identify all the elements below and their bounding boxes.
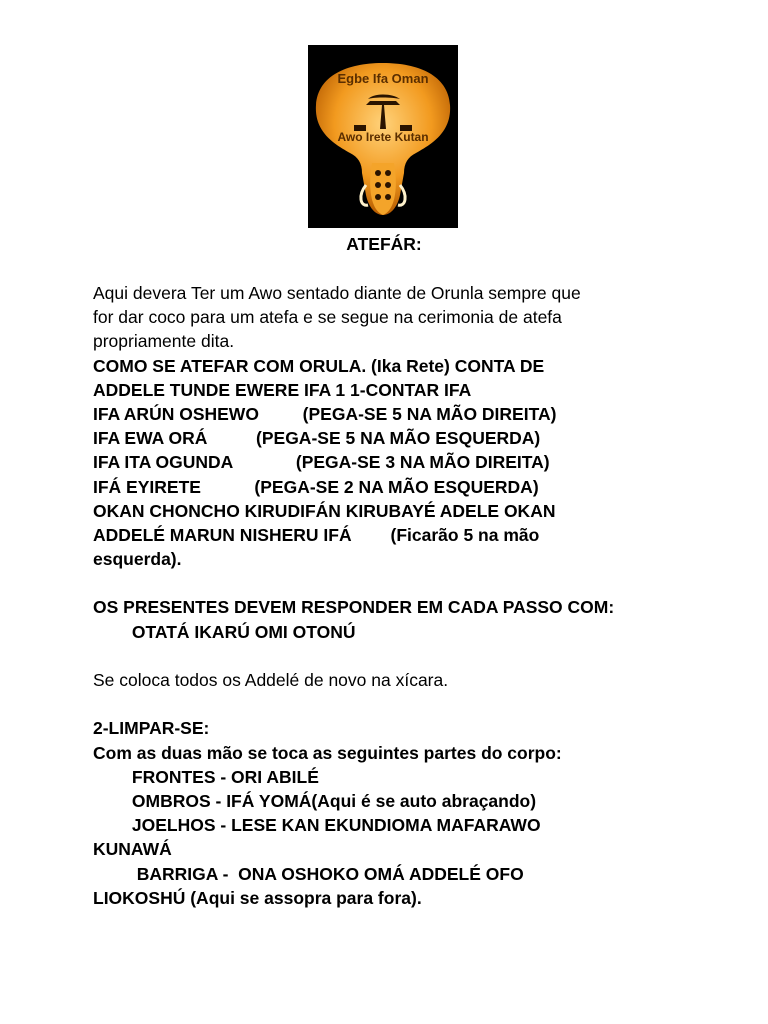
page-title: ATEFÁR: <box>346 234 422 254</box>
blank-line <box>93 644 733 668</box>
document-body <box>93 281 733 910</box>
text-line: IFÁ EYIRETE (PEGA-SE 2 NA MÃO ESQUERDA) <box>93 476 539 497</box>
text-line: COMO SE ATEFAR COM ORULA. (Ika Rete) CONTA DE <box>93 355 545 376</box>
text-line: KUNAWÁ <box>93 839 172 860</box>
logo-image <box>308 45 458 228</box>
text-line: esquerda). <box>93 549 182 570</box>
text-line: OS PRESENTES DEVEM RESPONDER EM CADA PASSO COM: <box>93 597 615 618</box>
text-line: IFA EWA ORÁ (PEGA-SE 5 NA MÃO ESQUERDA) <box>93 428 541 449</box>
text-line: OKAN CHONCHO KIRUDIFÁN KIRUBAYÉ ADELE OKAN <box>93 500 556 521</box>
logo-top-text: Egbe Ifa Oman <box>337 71 429 86</box>
text-line: OMBROS - IFÁ YOMÁ(Aqui é se auto abraçando) <box>93 790 537 811</box>
text-line: JOELHOS - LESE KAN EKUNDIOMA MAFARAWO <box>93 815 541 836</box>
text-line: Com as duas mão se toca as seguintes partes do corpo: <box>93 742 562 763</box>
text-line: OTATÁ IKARÚ OMI OTONÚ <box>93 621 356 642</box>
text-line: Se coloca todos os Addelé de novo na xícara. <box>93 670 449 690</box>
text-line: FRONTES - ORI ABILÉ <box>93 766 319 787</box>
text-line: ADDELE TUNDE EWERE IFA 1 1-CONTAR IFA <box>93 379 472 400</box>
text-line: 2-LIMPAR-SE: <box>93 718 210 739</box>
blank-line <box>93 571 733 595</box>
text-line: IFA ITA OGUNDA (PEGA-SE 3 NA MÃO DIREITA) <box>93 452 550 473</box>
text-line: IFA ARÚN OSHEWO (PEGA-SE 5 NA MÃO DIREITA) <box>93 403 557 424</box>
text-line: Aqui devera Ter um Awo sentado diante de Orunla sempre que <box>93 283 581 303</box>
text-line: for dar coco para um atefa e se segue na cerimonia de atefa <box>93 307 562 328</box>
text-line: LIOKOSHÚ (Aqui se assopra para fora). <box>93 887 422 908</box>
elephant-logo <box>308 45 458 228</box>
logo-bottom-text: Awo Irete Kutan <box>337 130 429 144</box>
blank-line <box>93 692 733 716</box>
text-line: BARRIGA - ONA OSHOKO OMÁ ADDELÉ OFO <box>93 863 524 884</box>
text-line: ADDELÉ MARUN NISHERU IFÁ (Ficarão 5 na mão <box>93 524 540 545</box>
text-line: propriamente dita. <box>93 331 235 352</box>
